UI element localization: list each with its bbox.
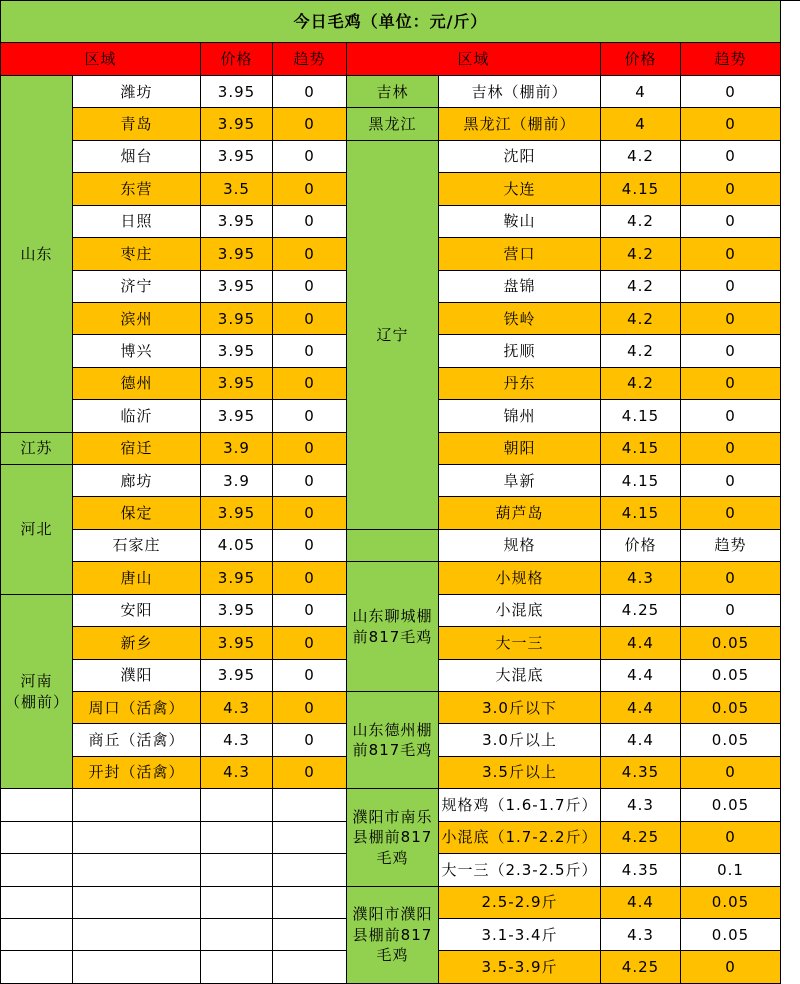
left-row-trend: 0 [273, 660, 347, 692]
left-row-price: 3.95 [201, 76, 273, 108]
right-region-name: 辽宁 [347, 141, 439, 530]
left-row-city: 开封（活禽） [73, 757, 201, 789]
spec-row-price: 4.3 [601, 919, 681, 951]
left-row-trend: 0 [273, 595, 347, 627]
spec-row-spec: 3.0斤以上 [439, 724, 601, 756]
left-row-city: 商丘（活禽） [73, 724, 201, 756]
right-row-city: 吉林（棚前） [439, 76, 601, 108]
right-row-price: 4 [601, 76, 681, 108]
left-region-name: 河北 [1, 465, 73, 595]
left-row-trend: 0 [273, 724, 347, 756]
left-row-city: 临沂 [73, 400, 201, 432]
spec-row-trend: 0.05 [681, 919, 781, 951]
spec-row-trend: 0.05 [681, 627, 781, 659]
left-row-trend: 0 [273, 757, 347, 789]
right-row-city: 葫芦岛 [439, 497, 601, 529]
right-row-trend: 0 [681, 335, 781, 367]
right-row-trend: 0 [681, 465, 781, 497]
spec-row-trend: 0 [681, 562, 781, 594]
left-row-price: 3.95 [201, 141, 273, 173]
spec-row-trend: 0 [681, 595, 781, 627]
right-row-city: 朝阳 [439, 433, 601, 465]
empty-cell [73, 854, 201, 886]
left-row-city: 烟台 [73, 141, 201, 173]
spec-row-trend: 0.05 [681, 724, 781, 756]
left-row-price: 3.95 [201, 271, 273, 303]
left-row-trend: 0 [273, 335, 347, 367]
left-row-price: 4.3 [201, 692, 273, 724]
empty-cell [201, 919, 273, 951]
right-row-trend: 0 [681, 303, 781, 335]
left-row-city: 廊坊 [73, 465, 201, 497]
spec-row-price: 4.4 [601, 692, 681, 724]
spec-row-spec: 小规格 [439, 562, 601, 594]
spec-row-spec: 大一三 [439, 627, 601, 659]
left-row-city: 周口（活禽） [73, 692, 201, 724]
right-row-trend: 0 [681, 497, 781, 529]
table-title: 今日毛鸡（单位：元/斤） [1, 1, 781, 43]
spec-header-price: 价格 [601, 530, 681, 562]
left-row-price: 3.95 [201, 206, 273, 238]
right-row-trend: 0 [681, 400, 781, 432]
spec-group-name: 山东聊城棚前817毛鸡 [347, 562, 439, 692]
spec-row-spec: 2.5-2.9斤 [439, 887, 601, 919]
right-row-trend: 0 [681, 76, 781, 108]
spec-row-spec: 大混底 [439, 660, 601, 692]
spec-row-price: 4.35 [601, 854, 681, 886]
spec-row-spec: 3.1-3.4斤 [439, 919, 601, 951]
spec-row-spec: 3.5-3.9斤 [439, 951, 601, 983]
spec-row-price: 4.25 [601, 595, 681, 627]
left-row-city: 宿迁 [73, 433, 201, 465]
empty-cell [201, 789, 273, 821]
header-left-region: 区域 [1, 43, 201, 76]
left-row-trend: 0 [273, 108, 347, 140]
spec-row-trend: 0.1 [681, 854, 781, 886]
spec-group-name: 濮阳市濮阳县棚前817毛鸡 [347, 887, 439, 984]
right-row-city: 盘锦 [439, 271, 601, 303]
spec-row-trend: 0 [681, 757, 781, 789]
right-row-price: 4.2 [601, 238, 681, 270]
right-row-city: 铁岭 [439, 303, 601, 335]
left-row-city: 濮阳 [73, 660, 201, 692]
left-row-trend: 0 [273, 368, 347, 400]
left-region-name: 山东 [1, 76, 73, 433]
spec-row-spec: 小混底 [439, 595, 601, 627]
right-row-trend: 0 [681, 108, 781, 140]
empty-cell [73, 919, 201, 951]
left-row-trend: 0 [273, 271, 347, 303]
left-row-price: 3.95 [201, 368, 273, 400]
left-row-trend: 0 [273, 530, 347, 562]
spec-group-name: 濮阳市南乐县棚前817毛鸡 [347, 789, 439, 886]
right-row-trend: 0 [681, 238, 781, 270]
header-right-price: 价格 [601, 43, 681, 76]
right-row-price: 4.15 [601, 173, 681, 205]
spec-row-price: 4.4 [601, 724, 681, 756]
left-row-trend: 0 [273, 173, 347, 205]
left-row-price: 3.95 [201, 595, 273, 627]
spec-row-price: 4.3 [601, 562, 681, 594]
header-left-trend: 趋势 [273, 43, 347, 76]
empty-cell [73, 789, 201, 821]
left-row-city: 安阳 [73, 595, 201, 627]
empty-cell [1, 822, 73, 854]
spec-row-price: 4.25 [601, 822, 681, 854]
header-right-trend: 趋势 [681, 43, 781, 76]
empty-cell [1, 919, 73, 951]
spec-row-price: 4.25 [601, 951, 681, 983]
spec-row-trend: 0 [681, 822, 781, 854]
left-row-city: 德州 [73, 368, 201, 400]
spec-row-price: 4.35 [601, 757, 681, 789]
right-row-price: 4.2 [601, 206, 681, 238]
left-row-trend: 0 [273, 692, 347, 724]
right-row-price: 4.2 [601, 335, 681, 367]
empty-cell [273, 951, 347, 983]
left-row-trend: 0 [273, 627, 347, 659]
left-row-trend: 0 [273, 141, 347, 173]
left-row-price: 3.95 [201, 303, 273, 335]
left-row-price: 3.9 [201, 465, 273, 497]
right-row-city: 阜新 [439, 465, 601, 497]
left-row-trend: 0 [273, 400, 347, 432]
right-row-city: 丹东 [439, 368, 601, 400]
empty-cell [201, 951, 273, 983]
left-row-price: 3.95 [201, 627, 273, 659]
spec-row-trend: 0.05 [681, 789, 781, 821]
left-row-city: 潍坊 [73, 76, 201, 108]
right-row-city: 黑龙江（棚前） [439, 108, 601, 140]
empty-cell [1, 951, 73, 983]
spec-row-spec: 小混底（1.7-2.2斤） [439, 822, 601, 854]
left-row-city: 日照 [73, 206, 201, 238]
right-row-trend: 0 [681, 433, 781, 465]
left-row-city: 保定 [73, 497, 201, 529]
spec-row-spec: 大一三（2.3-2.5斤） [439, 854, 601, 886]
right-row-price: 4.2 [601, 368, 681, 400]
left-row-price: 3.95 [201, 660, 273, 692]
right-region-name: 吉林 [347, 76, 439, 108]
right-row-trend: 0 [681, 173, 781, 205]
right-row-city: 鞍山 [439, 206, 601, 238]
spec-row-trend: 0.05 [681, 692, 781, 724]
spec-row-price: 4.4 [601, 887, 681, 919]
spec-row-price: 4.4 [601, 660, 681, 692]
right-row-trend: 0 [681, 141, 781, 173]
empty-cell [1, 854, 73, 886]
spec-row-trend: 0.05 [681, 887, 781, 919]
spec-row-trend: 0 [681, 951, 781, 983]
left-row-price: 3.95 [201, 497, 273, 529]
right-row-city: 大连 [439, 173, 601, 205]
left-row-price: 4.3 [201, 724, 273, 756]
left-row-trend: 0 [273, 76, 347, 108]
left-row-price: 3.95 [201, 562, 273, 594]
right-row-city: 锦州 [439, 400, 601, 432]
left-row-trend: 0 [273, 465, 347, 497]
right-row-price: 4.2 [601, 271, 681, 303]
empty-cell [273, 919, 347, 951]
right-region-name: 黑龙江 [347, 108, 439, 140]
left-row-city: 博兴 [73, 335, 201, 367]
left-row-trend: 0 [273, 562, 347, 594]
left-region-name: 河南（棚前） [1, 595, 73, 790]
right-row-price: 4.15 [601, 433, 681, 465]
right-row-price: 4.15 [601, 400, 681, 432]
empty-cell [201, 822, 273, 854]
left-row-price: 3.5 [201, 173, 273, 205]
empty-cell [1, 887, 73, 919]
empty-cell [273, 822, 347, 854]
right-row-price: 4.2 [601, 303, 681, 335]
right-row-city: 沈阳 [439, 141, 601, 173]
left-row-trend: 0 [273, 238, 347, 270]
empty-cell [1, 789, 73, 821]
spec-row-price: 4.4 [601, 627, 681, 659]
left-row-city: 滨州 [73, 303, 201, 335]
left-row-city: 济宁 [73, 271, 201, 303]
left-row-price: 3.9 [201, 433, 273, 465]
left-row-price: 3.95 [201, 400, 273, 432]
right-row-city: 营口 [439, 238, 601, 270]
header-left-price: 价格 [201, 43, 273, 76]
empty-cell [273, 854, 347, 886]
left-row-price: 3.95 [201, 238, 273, 270]
left-row-city: 枣庄 [73, 238, 201, 270]
left-row-price: 4.3 [201, 757, 273, 789]
empty-cell [73, 887, 201, 919]
empty-cell [273, 887, 347, 919]
spec-header-spec: 规格 [439, 530, 601, 562]
right-row-price: 4.15 [601, 465, 681, 497]
right-row-trend: 0 [681, 271, 781, 303]
right-row-price: 4.2 [601, 141, 681, 173]
header-right-region: 区域 [347, 43, 601, 76]
right-row-trend: 0 [681, 368, 781, 400]
left-region-name: 江苏 [1, 433, 73, 465]
left-row-trend: 0 [273, 303, 347, 335]
right-row-trend: 0 [681, 206, 781, 238]
left-row-trend: 0 [273, 206, 347, 238]
empty-cell [73, 822, 201, 854]
right-row-price: 4.15 [601, 497, 681, 529]
right-row-city: 抚顺 [439, 335, 601, 367]
empty-cell [273, 789, 347, 821]
spec-group-name: 山东德州棚前817毛鸡 [347, 692, 439, 789]
empty-cell [201, 887, 273, 919]
spec-row-spec: 3.0斤以下 [439, 692, 601, 724]
right-row-price: 4 [601, 108, 681, 140]
spec-row-trend: 0.05 [681, 660, 781, 692]
left-row-city: 新乡 [73, 627, 201, 659]
empty-cell [201, 854, 273, 886]
spec-row-spec: 3.5斤以上 [439, 757, 601, 789]
empty-cell [73, 951, 201, 983]
spec-header-trend: 趋势 [681, 530, 781, 562]
left-row-trend: 0 [273, 497, 347, 529]
left-row-price: 4.05 [201, 530, 273, 562]
spec-row-price: 4.3 [601, 789, 681, 821]
spec-header-blank [347, 530, 439, 562]
left-row-city: 唐山 [73, 562, 201, 594]
left-row-city: 东营 [73, 173, 201, 205]
left-row-city: 青岛 [73, 108, 201, 140]
left-row-price: 3.95 [201, 335, 273, 367]
spec-row-spec: 规格鸡（1.6-1.7斤） [439, 789, 601, 821]
left-row-city: 石家庄 [73, 530, 201, 562]
left-row-price: 3.95 [201, 108, 273, 140]
left-row-trend: 0 [273, 433, 347, 465]
